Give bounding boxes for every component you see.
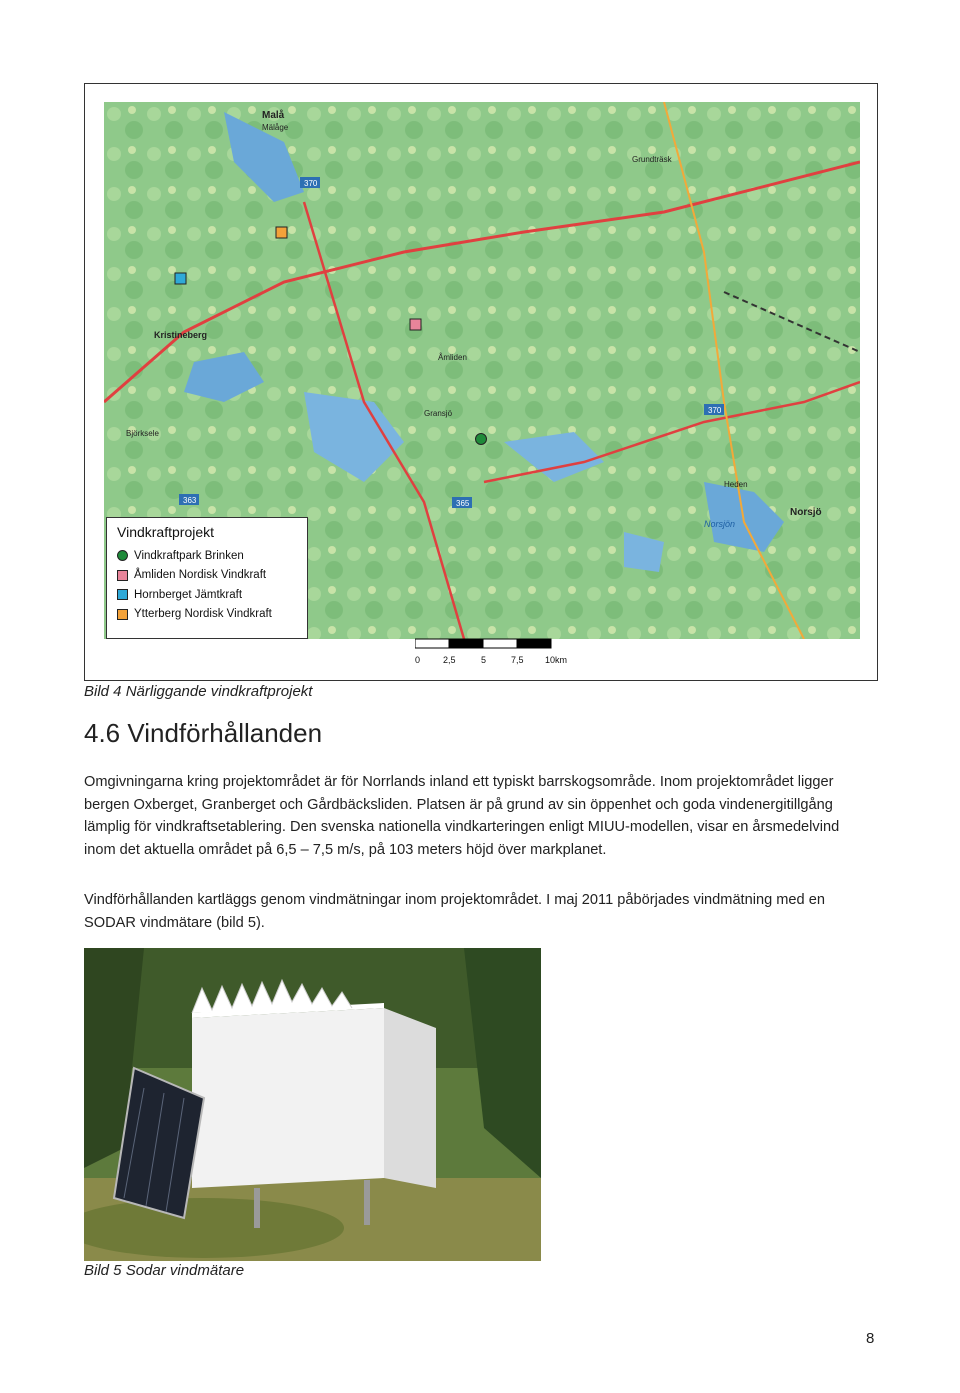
place-label: Björksele (126, 429, 159, 438)
road-number: 365 (456, 499, 470, 508)
figure-map-frame (84, 83, 878, 681)
sodar-photo (84, 948, 541, 1261)
section-heading: 4.6 Vindförhållanden (84, 718, 323, 748)
body-paragraph: Omgivningarna kring projektområdet är för Norrlands inland ett typiskt barrskogsområde. Inom projektområdet ligger bergen Oxberget, Granberget och Gårdbäcksliden. Platsen är på grund av sin öppenhet och goda vindenergitillgång lämplig för vindkraftsetablering. Den svenska nationella vindkarteringen enligt MIUU-modellen, visar en årsmedelvind inom det aktuella området på 6,5 – 7,5 m/s, på 103 meters höjd över markplanet. (84, 774, 840, 858)
amliden-marker (410, 319, 421, 330)
ytterberg-marker (276, 227, 287, 238)
legend-item (117, 605, 307, 625)
place-label: Grundträsk (632, 155, 672, 164)
legend-item-label: Hornberget Jämtkraft (134, 588, 243, 601)
scale-label: 0 (415, 655, 421, 665)
square-marker-icon (117, 570, 128, 581)
brinken-marker (476, 434, 487, 445)
scale-label: 5 (481, 655, 487, 665)
road-number: 370 (304, 179, 318, 188)
circle-marker-icon (117, 550, 128, 561)
figure4-caption: Bild 4 Närliggande vindkraftprojekt (84, 683, 313, 700)
hornberget-marker (175, 273, 186, 284)
place-label: Malå (262, 110, 285, 121)
legend-item-label: Vindkraftpark Brinken (134, 549, 244, 562)
place-label: Norsjön (704, 519, 736, 529)
legend-item-label: Åmliden Nordisk Vindkraft (134, 569, 267, 582)
scale-label: 2,5 (443, 655, 456, 665)
square-marker-icon (117, 609, 128, 620)
legend-item-label: Ytterberg Nordisk Vindkraft (134, 608, 272, 621)
page-number: 8 (866, 1330, 875, 1347)
place-label: Kristineberg (154, 330, 208, 340)
body-paragraph: Vindförhållanden kartläggs genom vindmätningar inom projektområdet. I maj 2011 påbörjades vindmätning med en SODAR vindmätare (bild 5). (84, 892, 825, 931)
legend-item (117, 566, 307, 586)
road-number: 363 (183, 496, 197, 505)
road-number: 370 (708, 406, 722, 415)
place-label: Åmliden (438, 353, 467, 362)
scale-label: 7,5 (511, 655, 524, 665)
square-marker-icon (117, 589, 128, 600)
scale-bar (415, 637, 585, 673)
legend-item (117, 585, 307, 605)
legend-item (117, 546, 307, 566)
map-legend (106, 517, 308, 639)
place-label: Gransjö (424, 409, 453, 418)
figure5-caption: Bild 5 Sodar vindmätare (84, 1262, 245, 1279)
scale-label: 10km (545, 655, 568, 665)
place-label: Mälåge (262, 123, 289, 132)
legend-title: Vindkraftprojekt (117, 524, 215, 540)
place-label: Heden (724, 480, 748, 489)
place-label: Norsjö (790, 507, 822, 518)
